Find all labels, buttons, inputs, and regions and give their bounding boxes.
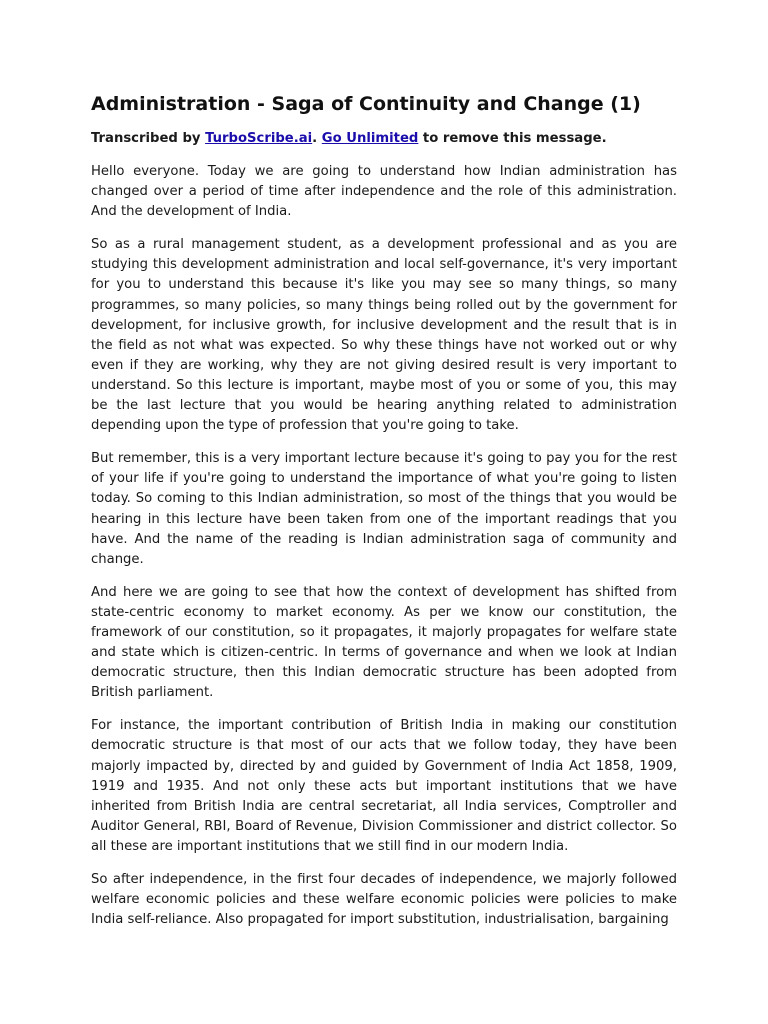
go-unlimited-link[interactable]: Go Unlimited bbox=[321, 131, 419, 146]
paragraph: And here we are going to see that how the context of development has shifted from state-centric economy to market economy. As per we know our constitution, the framework of our constitution, so it propagates, it majorly propagates for welfare state and state which is citizen-centric. In terms of governance and when we look at Indian democratic structure, then this Indian democratic structure has been adopted from British parliament. bbox=[91, 584, 677, 701]
paragraph: For instance, the important contribution of British India in making our constitution democratic structure is that most of our acts that we follow today, they have been majorly impacted by, directed by and guided by Government of India Act 1858, 1909, 1919 and 1935. And not only these acts but important institutions that we have inherited from British India are central secretariat, all India services, Comptroller and Auditor General, RBI, Board of Revenue, Division Commissioner and district collector. So all these are important institutions that we still find in our modern India. bbox=[91, 718, 677, 854]
document-page bbox=[91, 92, 677, 943]
paragraph: So as a rural management student, as a development professional and as you are studying this development administration and local self-governance, it's very important for you to understand this because it's like you may see so many things, so many programmes, so many policies, so many things being rolled out by the government for development, for inclusive growth, for inclusive development and the result that is in the field as not what was expected. So why these things have not worked out or why even if they are working, why they are not giving desired result is very important to understand. So this lecture is important, maybe most of you or some of you, this may be the last lecture that you would be hearing anything related to administration depending upon the type of profession that you're going to take. bbox=[91, 237, 677, 434]
paragraph: Hello everyone. Today we are going to understand how Indian administration has changed over a period of time after independence and the role of this administration. And the development of India. bbox=[91, 164, 677, 220]
turboscribe-link[interactable]: TurboScribe.ai bbox=[205, 131, 313, 146]
notice-suffix: to remove this message. bbox=[418, 131, 607, 146]
notice-prefix: Transcribed by bbox=[91, 131, 206, 146]
paragraph: So after independence, in the first four decades of independence, we majorly followed welfare economic policies and these welfare economic policies were policies to make India self-reliance. Also propagated for import substitution, industrialisation, bargaining bbox=[91, 872, 677, 928]
transcription-notice bbox=[91, 129, 677, 148]
notice-separator: . bbox=[312, 131, 322, 146]
paragraph: But remember, this is a very important lecture because it's going to pay you for the rest of your life if you're going to understand the importance of what you're going to listen today. So coming to this Indian administration, so most of the things that you would be hearing in this lecture have been taken from one of the important readings that you have. And the name of the reading is Indian administration saga of community and change. bbox=[91, 451, 677, 567]
document-title: Administration - Saga of Continuity and Change (1) bbox=[91, 93, 641, 115]
